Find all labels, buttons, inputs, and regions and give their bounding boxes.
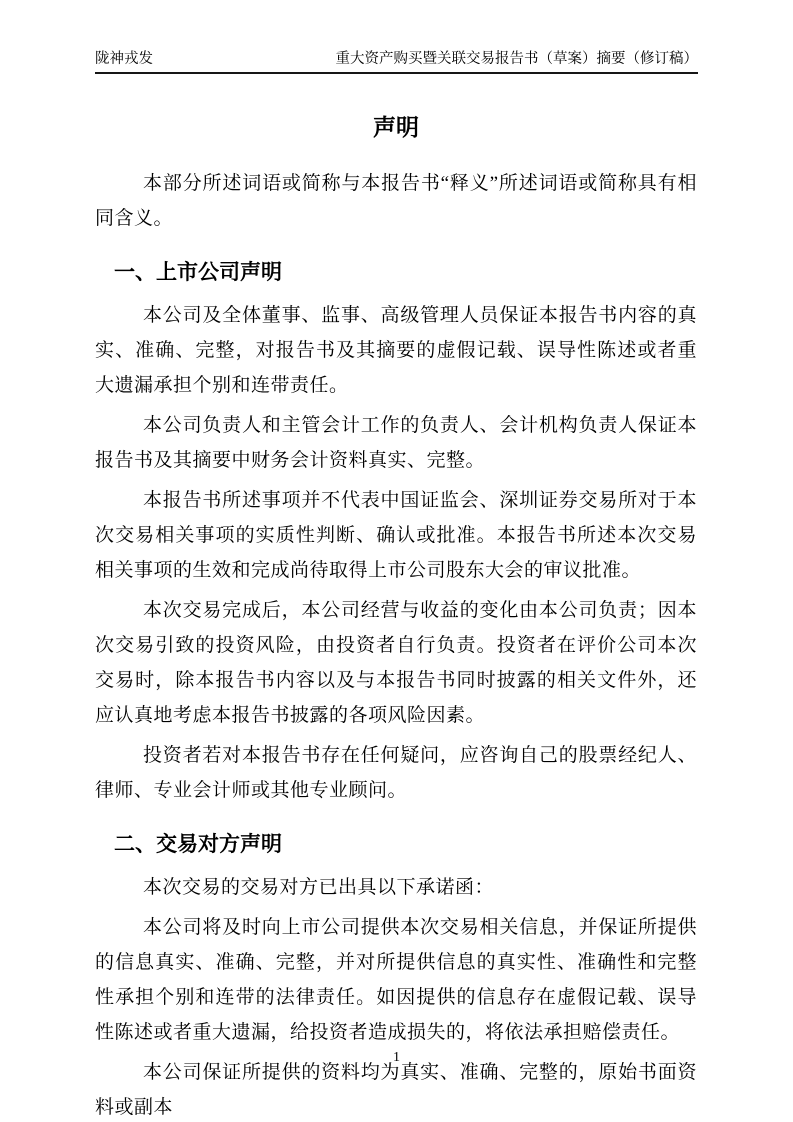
section-1-paragraph: 本次交易完成后，本公司经营与收益的变化由本公司负责；因本次交易引致的投资风险，由投资者自行负责。投资者在评价公司本次交易时，除本报告书内容以及与本报告书同时披露的相关文件外，还应认真地考虑本报告书披露的各项风险因素。 bbox=[95, 600, 697, 726]
page-title: 声明 bbox=[373, 114, 419, 140]
page-header bbox=[95, 0, 698, 74]
document-body bbox=[95, 166, 697, 1122]
page-footer bbox=[0, 1050, 793, 1066]
section-2-paragraph: 本公司保证所提供的资料均为真实、准确、完整的，原始书面资料或副本 bbox=[95, 1062, 697, 1118]
page-number: 1 bbox=[393, 1050, 400, 1065]
section-1-paragraph: 本报告书所述事项并不代表中国证监会、深圳证券交易所对于本次交易相关事项的实质性判断、确认或批准。本报告书所述本次交易相关事项的生效和完成尚待取得上市公司股东大会的审议批准。 bbox=[95, 490, 697, 581]
header-company-name: 陇神戎发 bbox=[95, 51, 153, 67]
section-1-paragraph: 本公司负责人和主管会计工作的负责人、会计机构负责人保证本报告书及其摘要中财务会计资料真实、完整。 bbox=[95, 415, 697, 471]
section-2-paragraph: 本次交易的交易对方已出具以下承诺函： bbox=[143, 877, 495, 898]
section-1-paragraph: 本公司及全体董事、监事、高级管理人员保证本报告书内容的真实、准确、完整，对报告书及其摘要的虚假记载、误导性陈述或者重大遗漏承担个别和连带责任。 bbox=[95, 305, 697, 396]
header-document-title: 重大资产购买暨关联交易报告书（草案）摘要（修订稿） bbox=[335, 51, 698, 67]
section-1-heading: 一、上市公司声明 bbox=[114, 261, 282, 284]
intro-paragraph: 本部分所述词语或简称与本报告书“释义”所述词语或简称具有相同含义。 bbox=[95, 173, 697, 229]
section-1-paragraph: 投资者若对本报告书存在任何疑问，应咨询自己的股票经纪人、律师、专业会计师或其他专业顾问。 bbox=[95, 745, 697, 801]
section-2-heading: 二、交易对方声明 bbox=[114, 833, 282, 856]
section-2-paragraph: 本公司将及时向上市公司提供本次交易相关信息，并保证所提供的信息真实、准确、完整，并对所提供信息的真实性、准确性和完整性承担个别和连带的法律责任。如因提供的信息存在虚假记载、误导性陈述或者重大遗漏，给投资者造成损失的，将依法承担赔偿责任。 bbox=[95, 917, 697, 1043]
